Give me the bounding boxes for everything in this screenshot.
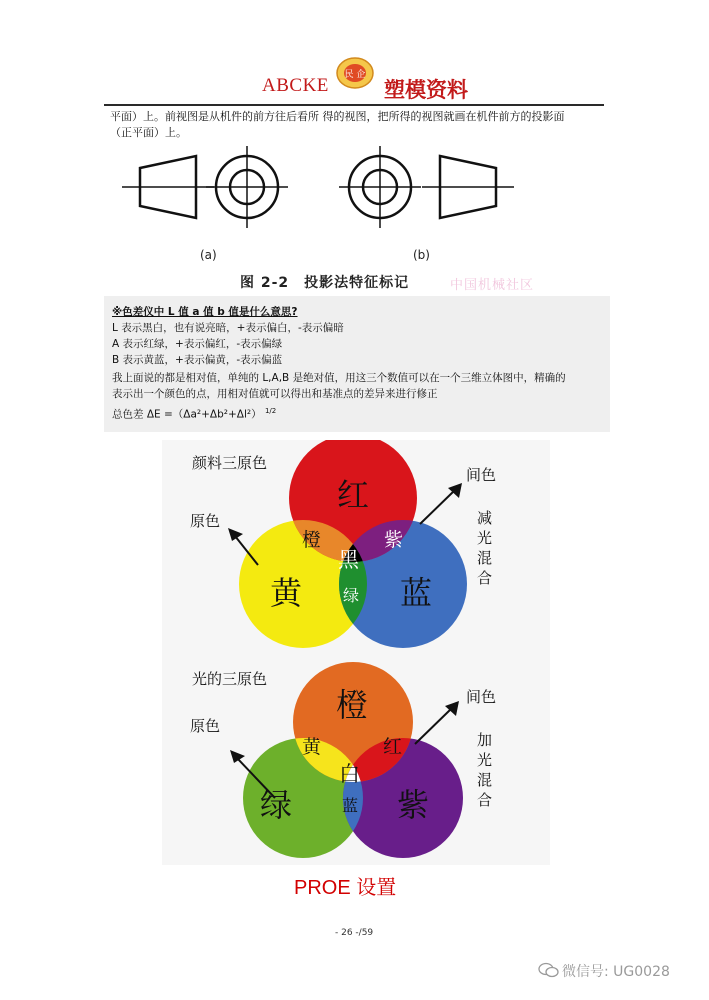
formula-exponent: 1/2 [264,407,277,415]
pigment-secondary-label: 间色 [466,466,497,484]
watermark-text: 中国机械社区 [450,278,535,293]
pigment-overlap-tl-label: 橙 [302,529,322,551]
arrowhead-icon [230,750,245,763]
light-left-label: 绿 [260,786,293,824]
wechat-icon [538,962,560,978]
light-right-label: 紫 [397,786,430,824]
light-overlap-tl-label: 黄 [302,736,322,758]
pigment-overlap-bottom-label: 绿 [343,586,360,605]
wechat-id-text: 微信号: UG0028 [562,964,670,980]
brand-logo-icon [335,56,375,90]
light-top-label: 橙 [336,686,369,724]
figure-label-a: (a) [200,248,217,262]
page-number: - 26 -/59 [335,928,374,938]
light-secondary-arrow [415,708,452,744]
color-difference-formula [112,404,276,423]
pigment-left-label: 黄 [270,574,303,612]
brand-name-chinese: 塑模资料 [384,78,468,102]
light-center-label: 白 [339,762,360,786]
header-divider [104,104,604,106]
color-difference-line: A 表示红绿，+表示偏红，-表示偏绿 [112,338,283,350]
intro-line-2: （正平面）上。 [110,126,187,139]
light-title: 光的三原色 [192,670,268,688]
intro-line-1: 平面）上。前视图是从机件的前方往后看所 得的视图，把所得的视图就画在机件前方的投影面 [110,110,565,123]
pigment-center-label: 黑 [338,548,359,572]
section-heading-proe: PROE 设置 [294,877,397,899]
projection-figure [100,138,610,238]
color-difference-line: 表示出一个颜色的点，用相对值就可以得出和基准点的差异来进行修正 [112,388,438,400]
light-overlap-bottom-label: 蓝 [342,796,359,815]
arrowhead-icon [228,528,243,541]
figure-label-b: (b) [413,248,430,262]
light-side-label: 加光混合 [477,731,493,809]
pigment-right-label: 蓝 [400,574,433,612]
figure-a [122,146,288,228]
figure-b [339,146,514,228]
pigment-top-label: 红 [337,476,370,514]
pigment-primary-label: 原色 [190,512,221,530]
pigment-title: 颜料三原色 [192,454,268,472]
color-difference-line: L 表示黑白，也有说亮暗，+表示偏白，-表示偏暗 [112,322,344,334]
formula-text: 总色差 ΔE =（Δa²+Δb²+Δl²） [112,408,262,421]
pigment-side-label: 减光混合 [477,509,493,587]
logo-text: 民 企 [344,70,366,80]
brand-name-latin: ABCKE [262,75,329,96]
color-difference-line: B 表示黄蓝，+表示偏黄，-表示偏蓝 [112,354,283,366]
figure-caption: 图 2-2 投影法特征标记 [240,275,410,291]
light-overlap-tr-label: 红 [383,736,403,758]
color-difference-line: 我上面说的都是相对值，单纯的 L,A,B 是绝对值，用这三个数值可以在一个三维立体图中，精确的 [112,372,566,384]
pigment-overlap-tr-label: 紫 [384,529,404,551]
light-primary-label: 原色 [190,717,221,735]
color-venn-panel [162,440,550,865]
pigment-secondary-arrow [420,490,455,524]
color-difference-title: ※色差仪中 L 值 a 值 b 值是什么意思? [112,306,298,318]
light-secondary-label: 间色 [466,688,497,706]
